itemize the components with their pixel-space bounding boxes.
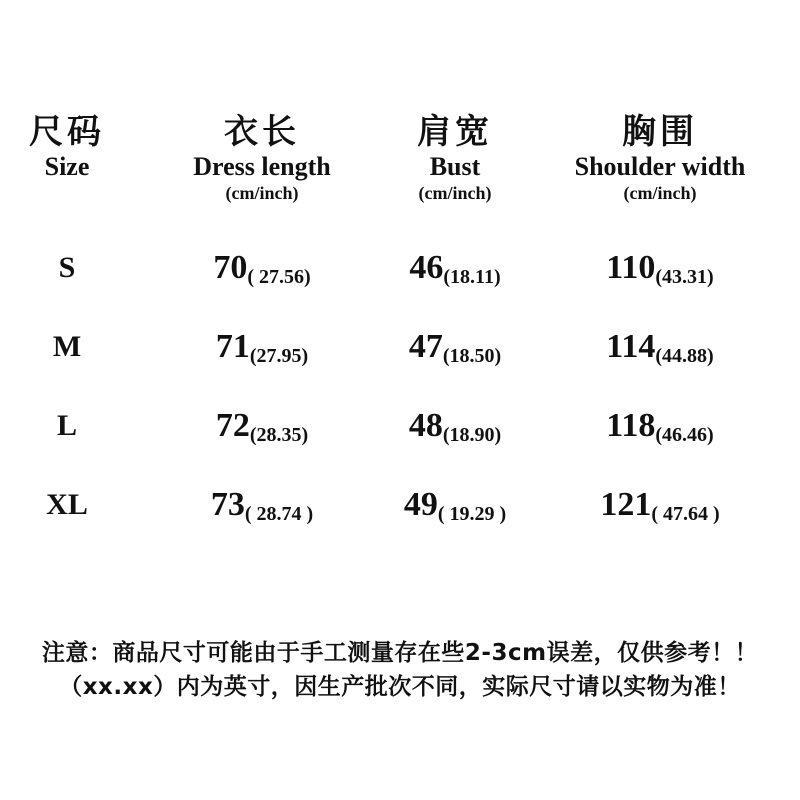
- header-dress-length: [134, 112, 390, 204]
- header-bust: [390, 112, 520, 204]
- chest-cell: [520, 249, 800, 287]
- chest-inch: (46.46): [655, 423, 714, 446]
- bust-cm: 48: [408, 406, 443, 444]
- table-header-row: [0, 112, 800, 204]
- note-line-1: 注意：商品尺寸可能由于手工测量存在些2-3cm误差，仅供参考！！: [41, 640, 759, 666]
- header-shoulder-width-en: Shoulder width: [574, 152, 746, 181]
- bust-inch: ( 19.29 ): [437, 502, 507, 525]
- chest-cm: 114: [606, 327, 656, 365]
- dress-length-inch: (28.35): [249, 423, 309, 446]
- bust-cell: [390, 486, 520, 524]
- bust-cell: [390, 407, 520, 445]
- table-row-s: [0, 228, 800, 307]
- chest-inch: (43.31): [655, 265, 714, 288]
- chest-cell: [520, 328, 800, 366]
- header-size-en: Size: [44, 152, 90, 181]
- dress-length-cm: 72: [215, 406, 250, 444]
- dress-length-cm: 71: [215, 327, 250, 365]
- bust-cm: 47: [408, 327, 443, 365]
- size-table: [0, 112, 800, 544]
- chest-inch: ( 47.64 ): [651, 502, 720, 525]
- bust-inch: (18.50): [442, 344, 502, 367]
- dress-length-inch: ( 28.74 ): [244, 502, 314, 525]
- bust-cm: 49: [403, 485, 438, 523]
- table-row-m: [0, 307, 800, 386]
- chest-cm: 118: [606, 406, 656, 444]
- measurement-note: [0, 636, 800, 704]
- header-dress-length-unit: (cm/inch): [225, 183, 299, 203]
- bust-cm: 46: [409, 248, 444, 286]
- bust-inch: (18.11): [443, 265, 501, 288]
- header-shoulder-width-unit: (cm/inch): [623, 183, 697, 203]
- header-dress-length-en: Dress length: [193, 152, 331, 181]
- bust-cell: [390, 328, 520, 366]
- header-shoulder-width-zh: 胸围: [622, 112, 698, 152]
- bust-inch: (18.90): [442, 423, 502, 446]
- dress-length-cell: [134, 407, 390, 445]
- dress-length-cm: 73: [210, 485, 245, 523]
- table-body: [0, 228, 800, 544]
- size-value: L: [56, 408, 77, 442]
- header-bust-unit: (cm/inch): [418, 183, 492, 203]
- header-bust-en: Bust: [429, 152, 481, 181]
- header-size-zh: 尺码: [29, 112, 105, 152]
- dress-length-inch: ( 27.56): [247, 265, 311, 288]
- size-value: XL: [46, 487, 88, 521]
- chest-inch: (44.88): [655, 344, 714, 367]
- note-line-2: （xx.xx）内为英寸，因生产批次不同，实际尺寸请以实物为准！: [59, 674, 741, 700]
- header-shoulder-width: [520, 112, 800, 204]
- header-dress-length-zh: 衣长: [224, 112, 300, 152]
- table-row-xl: [0, 465, 800, 544]
- dress-length-cell: [134, 486, 390, 524]
- chest-cell: [520, 407, 800, 445]
- dress-length-inch: (27.95): [249, 344, 309, 367]
- size-value: S: [58, 250, 76, 284]
- table-row-l: [0, 386, 800, 465]
- header-size: [0, 112, 134, 204]
- dress-length-cell: [134, 249, 390, 287]
- chest-cm: 110: [606, 248, 656, 286]
- bust-cell: [390, 249, 520, 287]
- size-value: M: [52, 329, 82, 363]
- header-bust-zh: 肩宽: [417, 112, 493, 152]
- dress-length-cm: 70: [213, 248, 248, 286]
- chest-cell: [520, 486, 800, 524]
- chest-cm: 121: [600, 485, 652, 523]
- dress-length-cell: [134, 328, 390, 366]
